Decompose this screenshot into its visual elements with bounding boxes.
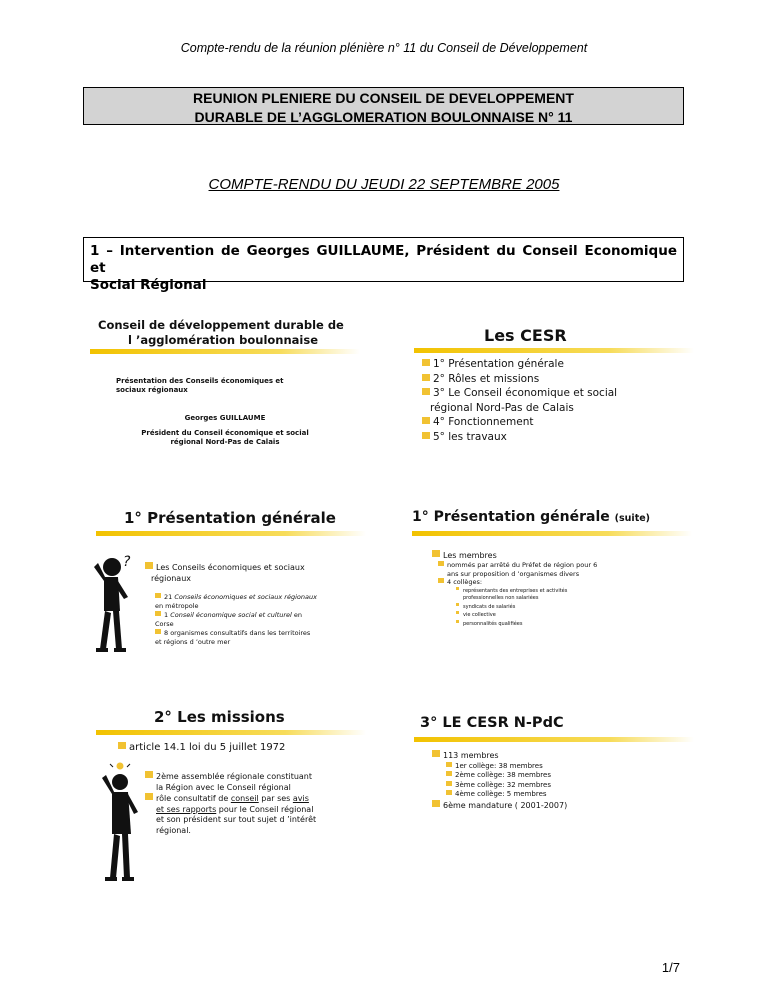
slide-6-body bbox=[432, 750, 567, 811]
slide-3-sub-2-tail: en bbox=[291, 611, 303, 619]
slide-2-item-1-text: 1° Présentation générale bbox=[433, 358, 564, 370]
bullet-icon bbox=[145, 793, 153, 800]
bullet-icon bbox=[432, 800, 440, 807]
slide-2-list bbox=[422, 357, 617, 444]
slide-6-b2: 6ème mandature ( 2001-2007) bbox=[443, 800, 568, 810]
slide-1-role-line1: Président du Conseil économique et social bbox=[141, 429, 309, 437]
bullet-icon bbox=[432, 750, 440, 757]
slide-4-b1: Les membres bbox=[443, 551, 497, 560]
slide-6-b1: 113 membres bbox=[443, 751, 499, 760]
slide-6-c3: 3ème collège: 32 membres bbox=[455, 780, 551, 789]
slide-2-item-1 bbox=[422, 357, 617, 372]
bullet-icon bbox=[446, 781, 452, 786]
meeting-title-line2: DURABLE DE L’AGGLOMERATION BOULONNAISE N° 11 bbox=[194, 109, 573, 125]
slide-5-b3-post: pour le Conseil régional bbox=[216, 804, 314, 814]
slide-2-item-3-cont-text: régional Nord-Pas de Calais bbox=[430, 401, 574, 414]
meeting-title-box bbox=[83, 87, 684, 125]
slide-5-b3-conseil: conseil bbox=[230, 794, 259, 803]
slide-4-d2: syndicats de salariés bbox=[463, 603, 516, 610]
slide-5-title: 2° Les missions bbox=[154, 708, 285, 726]
slide-1-role-line2: régional Nord-Pas de Calais bbox=[170, 438, 280, 446]
dot-bullet-icon bbox=[456, 603, 459, 606]
slide-3-b1-line1: Les Conseils économiques et sociaux bbox=[156, 563, 305, 572]
slide-6-c2: 2ème collège: 38 membres bbox=[455, 771, 551, 779]
bullet-icon bbox=[422, 359, 430, 366]
slide-4-d4: personnalités qualifiées bbox=[463, 620, 523, 627]
slide-5-underbar bbox=[96, 730, 366, 735]
bullet-icon bbox=[422, 388, 430, 395]
slide-3-sub-2-num: 1 bbox=[164, 611, 171, 619]
slide-5-b2-line1: 2ème assemblée régionale constituant bbox=[156, 772, 313, 781]
bullet-icon bbox=[118, 742, 126, 749]
bullet-icon bbox=[155, 593, 161, 598]
section-heading-box bbox=[83, 237, 684, 293]
slide-5 bbox=[90, 702, 380, 892]
slide-5-b2-line2: la Région avec le Conseil régional bbox=[156, 782, 291, 792]
slide-4-body bbox=[432, 550, 597, 628]
slide-4-title bbox=[412, 509, 650, 525]
idea-person-icon bbox=[100, 762, 145, 887]
slide-3-underbar bbox=[96, 531, 366, 536]
slide-2-item-5 bbox=[422, 430, 617, 445]
bullet-icon bbox=[422, 432, 430, 439]
slide-6-c4: 4ème collège: 5 membres bbox=[455, 790, 547, 798]
dot-bullet-icon bbox=[456, 620, 459, 623]
slide-5-b3-line4: régional. bbox=[156, 825, 191, 835]
section-heading-line1: 1 – Intervention de Georges GUILLAUME, Président du Conseil Economique et bbox=[90, 243, 677, 276]
slide-3-sub-3-line1: 8 organismes consultatifs dans les territoires bbox=[164, 629, 311, 637]
slide-2-item-5-text: 5° les travaux bbox=[433, 430, 507, 443]
slide-4-b3: 4 collèges: bbox=[447, 578, 483, 586]
dot-bullet-icon bbox=[456, 587, 459, 590]
dot-bullet-icon bbox=[456, 611, 459, 614]
section-heading-line2: Social Régional bbox=[90, 277, 207, 293]
slide-5-b3-rapports: et ses rapports bbox=[156, 804, 217, 814]
slide-4-title-suite: (suite) bbox=[614, 513, 651, 524]
slide-1-title-line2: l ’agglomération boulonnaise bbox=[128, 333, 319, 347]
slide-4-b2-line1: nommés par arrêté du Préfet de région pour 6 bbox=[447, 561, 598, 569]
slide-5-b1-text: article 14.1 loi du 5 juillet 1972 bbox=[129, 742, 286, 753]
bullet-icon bbox=[438, 578, 444, 583]
running-header: Compte-rendu de la réunion plénière n° 11 du Conseil de Développement bbox=[180, 41, 588, 55]
slide-5-bullet-1 bbox=[118, 742, 285, 753]
slide-3-bullet-1-cont: régionaux bbox=[151, 573, 192, 583]
meeting-title-line1: REUNION PLENIERE DU CONSEIL DE DEVELOPPEMENT bbox=[193, 90, 574, 106]
slide-2-title: Les CESR bbox=[484, 326, 567, 345]
bullet-icon bbox=[422, 374, 430, 381]
bullet-icon bbox=[446, 790, 452, 795]
slide-4-d1-line1: représentants des entreprises et activités bbox=[463, 587, 568, 594]
page-number: 1/7 bbox=[661, 960, 680, 975]
slide-5-b3-avis: avis bbox=[292, 794, 309, 803]
slide-4-title-text: 1° Présentation générale bbox=[412, 509, 610, 525]
slide-1-title-line1: Conseil de développement durable de bbox=[98, 318, 344, 332]
slide-3-sub-2-end: Corse bbox=[155, 620, 174, 628]
slide-3-bullet-1 bbox=[145, 562, 375, 574]
slide-1-speaker-role bbox=[90, 429, 360, 447]
bullet-icon bbox=[145, 771, 153, 778]
slide-5-body bbox=[145, 771, 375, 836]
slide-4 bbox=[408, 505, 698, 675]
slide-3 bbox=[90, 505, 380, 675]
slide-3-sub-1 bbox=[145, 593, 375, 647]
slide-2-item-3 bbox=[422, 386, 617, 401]
bullet-icon bbox=[446, 771, 452, 776]
bullet-icon bbox=[446, 762, 452, 767]
slide-3-title: 1° Présentation générale bbox=[124, 509, 336, 527]
slide-1-speaker-name: Georges GUILLAUME bbox=[184, 414, 266, 422]
bullet-icon bbox=[432, 550, 440, 557]
slide-2-item-2-text: 2° Rôles et missions bbox=[433, 372, 540, 385]
slide-1 bbox=[90, 315, 380, 465]
slide-1-subtitle bbox=[116, 377, 284, 395]
bullet-icon bbox=[155, 629, 161, 634]
slide-1-subtitle-line2: sociaux régionaux bbox=[116, 386, 188, 394]
slide-2-item-2 bbox=[422, 372, 617, 387]
slide-6 bbox=[408, 702, 698, 892]
slide-4-b2-line2: ans sur proposition d ’organismes divers bbox=[447, 569, 580, 578]
slide-2-item-4 bbox=[422, 415, 617, 430]
bullet-icon bbox=[438, 561, 444, 566]
slide-6-c1: 1er collège: 38 membres bbox=[455, 761, 543, 770]
slide-1-title bbox=[98, 318, 344, 348]
bullet-icon bbox=[155, 611, 161, 616]
slide-1-subtitle-line1: Présentation des Conseils économiques et bbox=[116, 377, 284, 385]
slide-4-underbar bbox=[412, 531, 692, 536]
bullet-icon bbox=[422, 417, 430, 424]
slide-3-sub-1-num: 21 bbox=[164, 593, 175, 601]
slide-1-underbar bbox=[90, 349, 360, 354]
thinking-person-icon bbox=[90, 553, 145, 658]
slide-3-sub-2-italic: Conseil économique social et culturel bbox=[170, 611, 292, 619]
slide-2-item-4-text: 4° Fonctionnement bbox=[433, 416, 534, 428]
question-mark-glyph: ? bbox=[123, 554, 131, 570]
slide-3-sub-1-end: en métropole bbox=[155, 602, 199, 610]
slide-4-d3: vie collective bbox=[463, 612, 496, 618]
slide-6-underbar bbox=[414, 737, 694, 742]
slide-2-item-3-cont bbox=[422, 401, 617, 416]
slide-2 bbox=[408, 315, 698, 465]
slide-5-b3-line3: et son président sur tout sujet d ’intérêt bbox=[156, 815, 317, 824]
slide-4-d1-line2: professionnelles non salariées bbox=[463, 595, 539, 601]
slide-5-b3-pre: rôle consultatif de bbox=[156, 794, 231, 803]
slide-3-body bbox=[145, 562, 375, 647]
slide-2-item-3-text: 3° Le Conseil économique et social bbox=[433, 387, 618, 399]
slide-6-title: 3° LE CESR N-PdC bbox=[420, 715, 564, 731]
slide-5-b3-mid: par ses bbox=[258, 794, 293, 803]
bullet-icon bbox=[145, 562, 153, 569]
slide-3-sub-1-italic: Conseils économiques et sociaux régionaux bbox=[174, 593, 317, 601]
slide-2-underbar bbox=[414, 348, 694, 353]
slide-3-sub-3-line2: et régions d ’outre mer bbox=[155, 638, 231, 646]
report-date-title: COMPTE-RENDU DU JEUDI 22 SEPTEMBRE 2005 bbox=[208, 176, 560, 193]
